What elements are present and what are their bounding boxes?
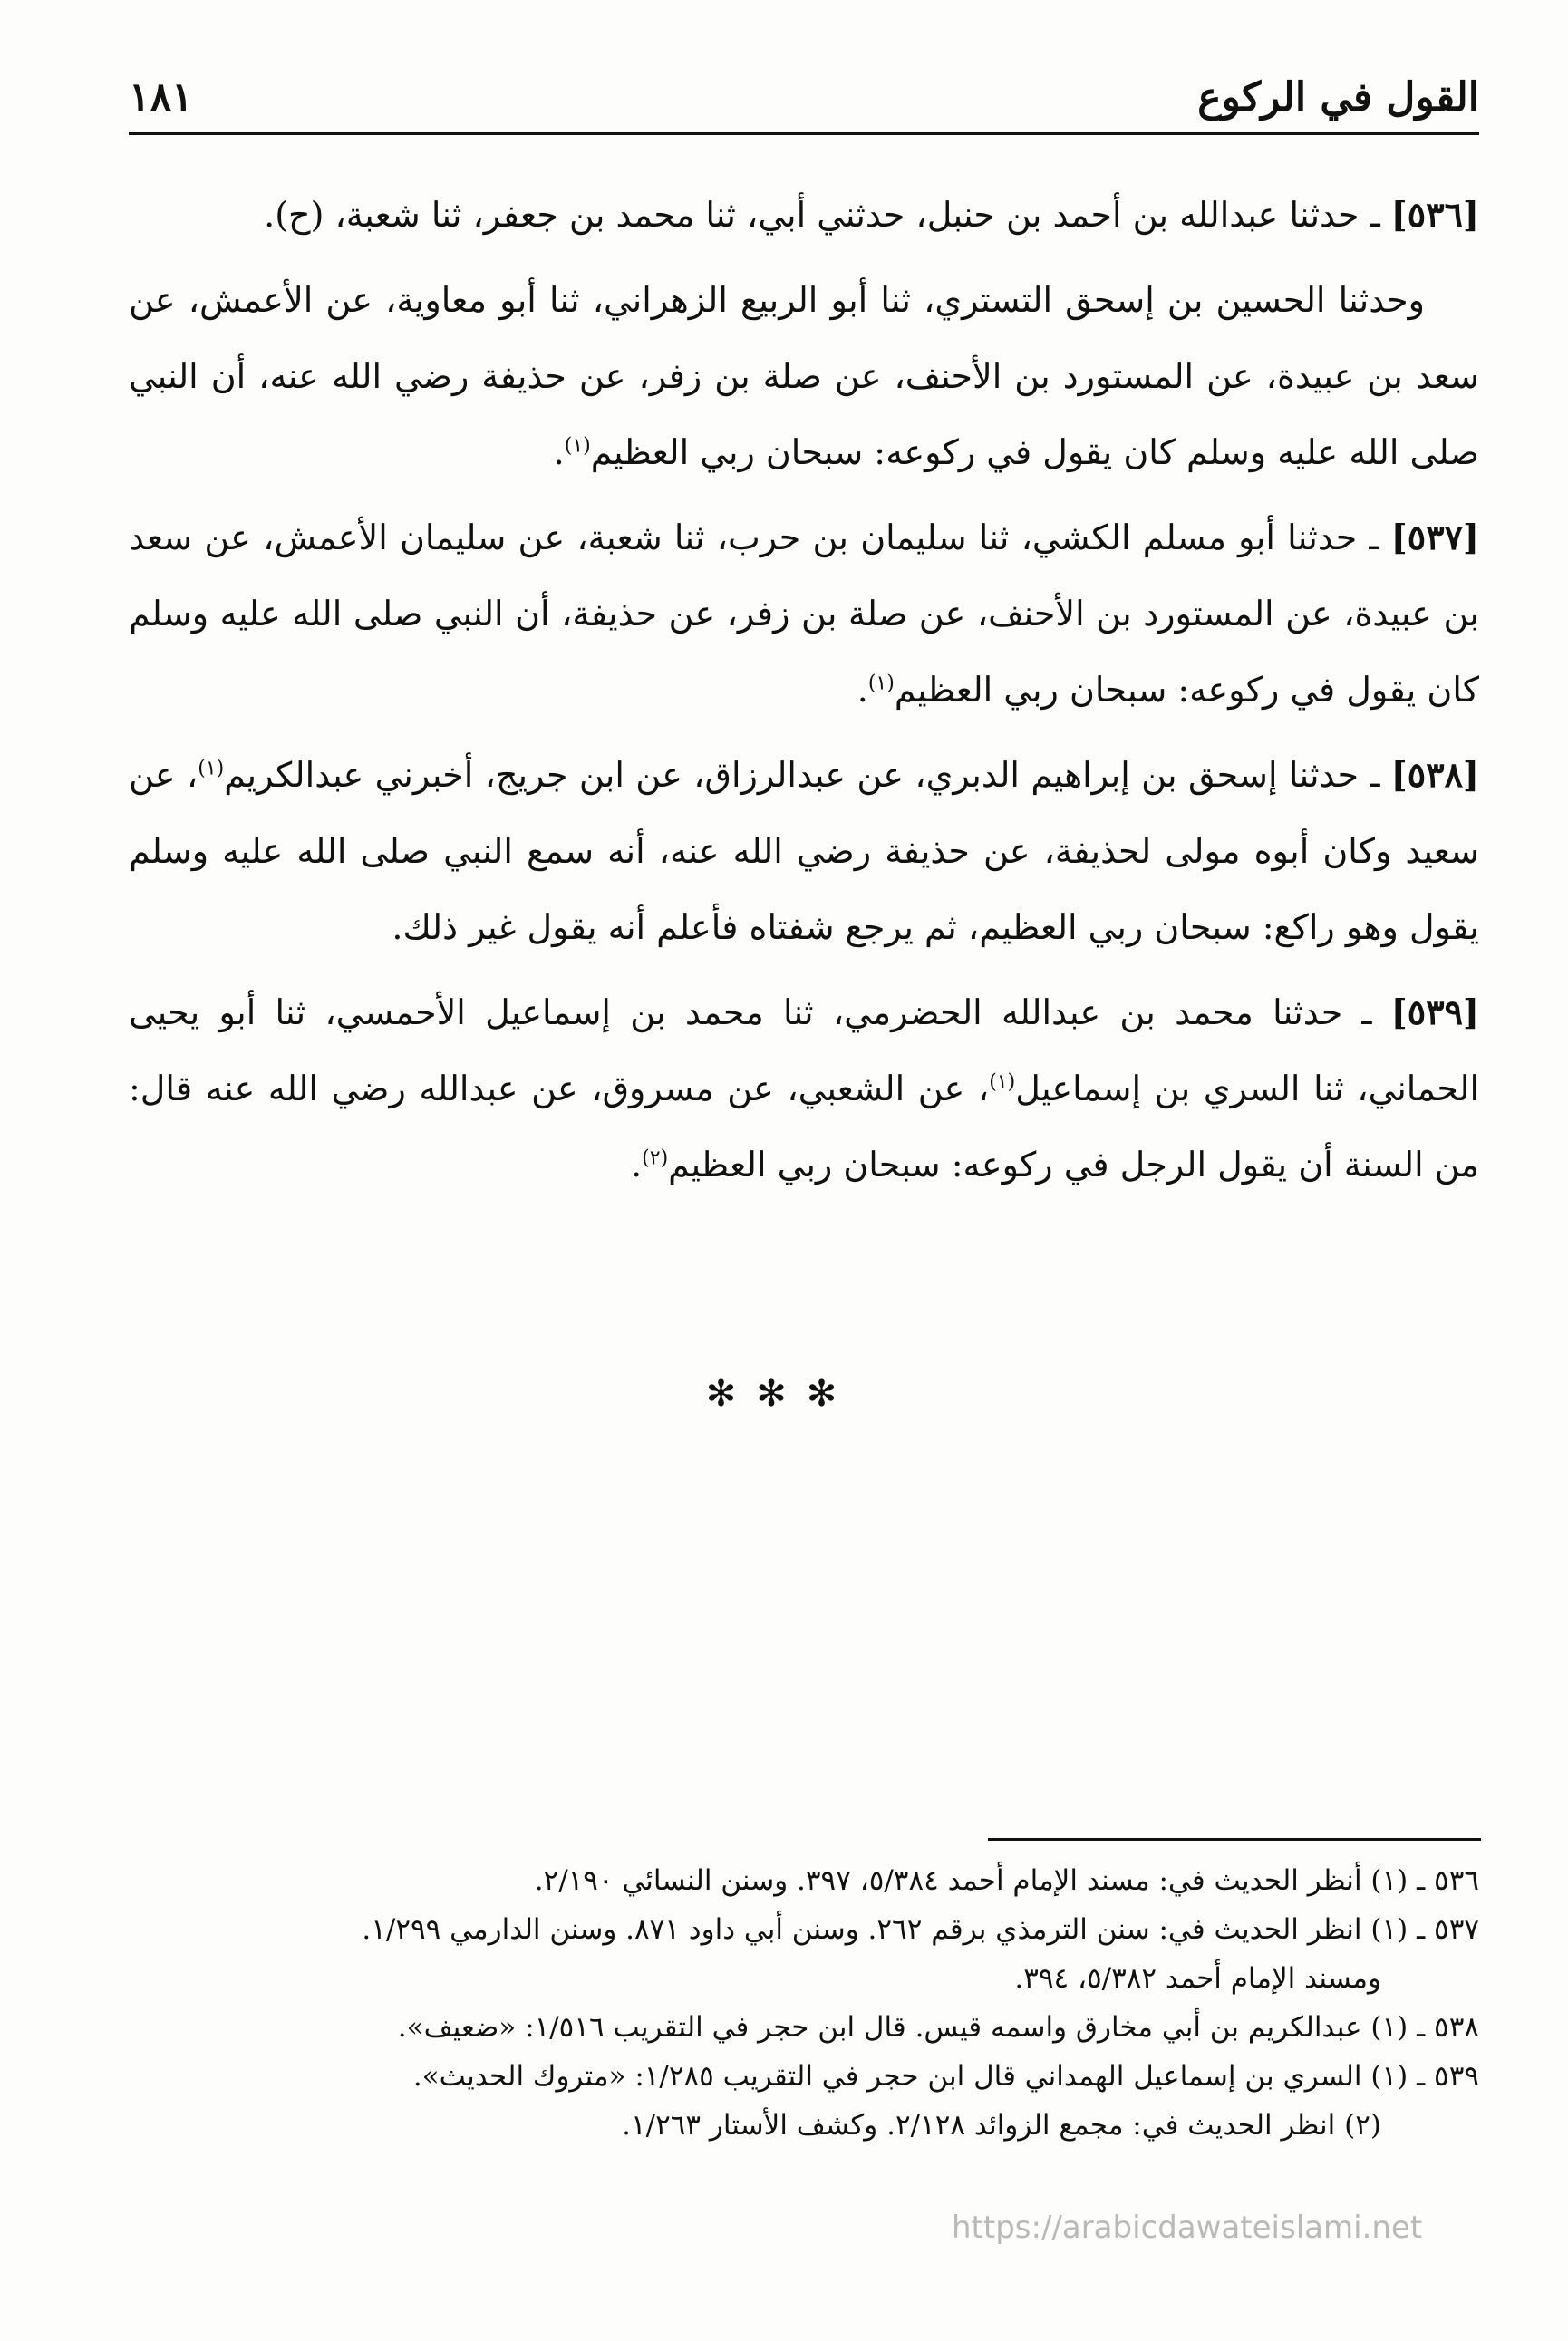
- hadith-number: [٥٣٦]: [1390, 194, 1479, 235]
- hadith-number: [٥٣٧]: [1390, 517, 1479, 557]
- page-header: [129, 71, 1479, 134]
- watermark: https://arabicdawateislami.net: [952, 2210, 1423, 2246]
- hadith-text: ـ حدثنا إسحق بن إبراهيم الدبري، عن عبدالرزاق، عن ابن جريج، أخبرني عبدالكريم: [224, 755, 1391, 795]
- footnote-ref: (١): [867, 672, 895, 695]
- hadith-text: ، عن الشعبي، عن مسروق، عن عبدالله رضي الله عنه قال: من السنة أن يقول الرجل في ركوعه: سبحان ربي العظيم: [129, 1069, 1479, 1185]
- hadith-536: [129, 177, 1479, 253]
- hadith-text: ـ حدثنا عبدالله بن أحمد بن حنبل، حدثني أبي، ثنا محمد بن جعفر، ثنا شعبة، (ح).: [264, 195, 1391, 235]
- hadith-tail: .: [857, 670, 868, 710]
- hadith-text: ـ حدثنا محمد بن عبدالله الحضرمي، ثنا محمد بن إسماعيل الأحمسي، ثنا أبو يحيى الحماني، ثنا السري بن إسماعيل: [129, 992, 1480, 1108]
- section-separator: ✻✻✻: [705, 1373, 857, 1415]
- footnote-ref: (١): [989, 1070, 1016, 1094]
- footnote-537-1: ٥٣٧ ـ (١) انظر الحديث في: سنن الترمذي برقم ٢٦٢. وسنن أبي داود ٨٧١. وسنن الدارمي ١/٢٩٩.: [362, 1913, 1479, 1946]
- hadith-number: [٥٣٩]: [1390, 992, 1479, 1032]
- running-title: القول في الركوع: [1197, 74, 1479, 121]
- footnote-ref: (٢): [642, 1146, 669, 1170]
- hadith-tail: .: [553, 432, 565, 472]
- hadith-537: [129, 499, 1479, 728]
- hadith-text: وحدثنا الحسين بن إسحق التستري، ثنا أبو الربيع الزهراني، ثنا أبو معاوية، عن الأعمش، عن سعد بن عبيدة، عن المستورد بن الأحنف، عن صلة بن زفر، عن حذيفة رضي الله عنه، أن النبي صلى الله عليه وسلم كان يقول في ركوعه: سبحان ربي العظيم: [129, 280, 1479, 472]
- hadith-538: [129, 737, 1479, 965]
- page-number: ١٨١: [129, 74, 193, 121]
- footnote-539-1: ٥٣٩ ـ (١) السري بن إسماعيل الهمداني قال ابن حجر في التقريب ١/٢٨٥: «متروك الحديث».: [412, 2060, 1479, 2093]
- footnote-ref: (١): [564, 434, 591, 458]
- hadith-tail: .: [631, 1145, 643, 1185]
- hadith-number: [٥٣٨]: [1390, 754, 1479, 795]
- footnotes: [129, 1856, 1479, 2150]
- footnote-536-1: ٥٣٦ ـ (١) أنظر الحديث في: مسند الإمام أحمد ٥/٣٨٤، ٣٩٧. وسنن النسائي ٢/١٩٠.: [534, 1864, 1479, 1897]
- hadith-539: [129, 974, 1479, 1203]
- header-rule: [129, 132, 1479, 135]
- footnote-539-2: (٢) انظر الحديث في: مجمع الزوائد ٢/١٢٨. وكشف الأستار ١/٢٦٣.: [622, 2109, 1381, 2142]
- footnote-rule: [988, 1838, 1481, 1841]
- footnote-537-1-continued: ومسند الإمام أحمد ٥/٣٨٢، ٣٩٤.: [1014, 1962, 1381, 1995]
- hadith-text: ـ حدثنا أبو مسلم الكشي، ثنا سليمان بن حرب، ثنا شعبة، عن سليمان الأعمش، عن سعد بن عبيدة، عن المستورد بن الأحنف، عن صلة بن زفر، عن حذيفة، أن النبي صلى الله عليه وسلم كان يقول في ركوعه: سبحان ربي العظيم: [129, 518, 1479, 710]
- hadith-body: [129, 177, 1479, 1212]
- footnote-ref: (١): [198, 757, 225, 780]
- hadith-text: ، عن سعيد وكان أبوه مولى لحذيفة، عن حذيفة رضي الله عنه، أنه سمع النبي صلى الله عليه وسلم يقول وهو راكع: سبحان ربي العظيم، ثم يرجع شفتاه فأعلم أنه يقول غير ذلك.: [129, 755, 1479, 947]
- hadith-536-continuation: [129, 262, 1479, 490]
- footnote-538-1: ٥٣٨ ـ (١) عبدالكريم بن أبي مخارق واسمه قيس. قال ابن حجر في التقريب ١/٥١٦: «ضعيف».: [397, 2011, 1479, 2044]
